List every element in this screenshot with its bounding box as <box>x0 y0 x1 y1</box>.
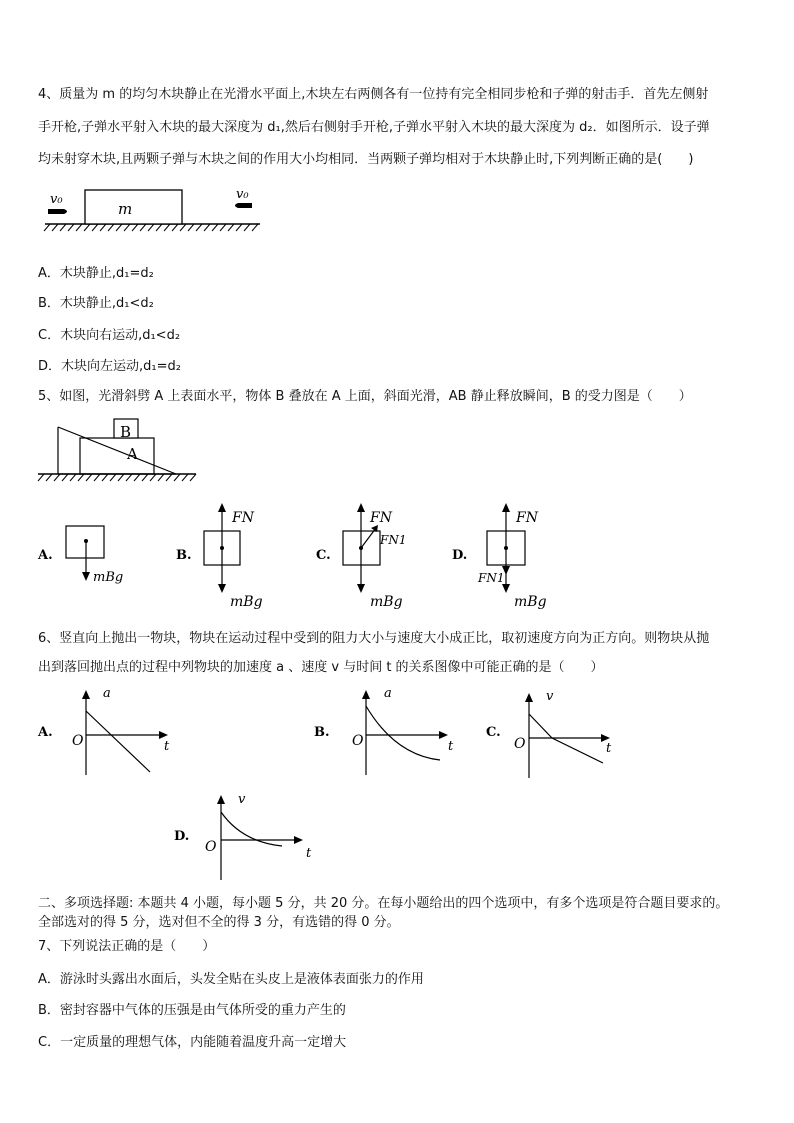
q5-option-c-letter: C. <box>316 548 331 563</box>
q6-graph-d-letter: D. <box>174 829 190 844</box>
section2-line2: 全部选对的得 5 分，选对但不全的得 3 分，有选错的得 0 分。 <box>38 915 400 930</box>
q5-c-fn: FN <box>370 510 392 526</box>
v0-left-label: v₀ <box>50 192 63 207</box>
q7-option-c: C．一定质量的理想气体，内能随着温度升高一定增大 <box>38 1035 347 1050</box>
q6-text-line1: 6、竖直向上抛出一物块，物块在运动过程中受到的阻力大小与速度大小成正比，取初速度方向为正方向。则物块从抛 <box>38 631 710 646</box>
q6-graph-b-origin: O <box>352 733 364 749</box>
q4-option-b: B．木块静止,d₁<d₂ <box>38 296 154 311</box>
q6-graph-b-ylabel: a <box>384 686 392 701</box>
q6-graph-c-xlabel: t <box>606 741 612 756</box>
q5-d-fn1: FN1 <box>478 571 505 585</box>
q5-c-fn1: FN1 <box>380 533 407 547</box>
q6-graph-a-origin: O <box>72 733 84 749</box>
q5-b-fn: FN <box>232 510 254 526</box>
graph-d-curve <box>221 812 282 846</box>
q5-option-a-letter: A. <box>38 548 53 563</box>
q6-graph-c-origin: O <box>514 736 526 752</box>
q5-text: 5、如图，光滑斜劈 A 上表面水平，物体 B 叠放在 A 上面，斜面光滑，AB 静止释放瞬间，B 的受力图是（ ） <box>38 389 692 404</box>
q5-option-d-letter: D. <box>452 548 468 563</box>
q6-graph-a-ylabel: a <box>103 686 111 701</box>
label-b: B <box>120 423 132 441</box>
q5-b-mbg: mBg <box>230 594 263 610</box>
q4-option-a: A．木块静止,d₁=d₂ <box>38 266 154 281</box>
q6-graph-a-xlabel: t <box>164 739 170 754</box>
graph-b-curve <box>366 706 440 760</box>
q5-c-mbg: mBg <box>370 594 403 610</box>
q6-graph-a-letter: A. <box>38 725 53 740</box>
q4-option-c: C．木块向右运动,d₁<d₂ <box>38 328 181 343</box>
label-a: A <box>127 445 138 463</box>
v0-right-label: v₀ <box>236 187 249 202</box>
q6-text-line2: 出到落回抛出点的过程中列物块的加速度 a 、速度 v 与时间 t 的关系图像中可能正确的是（ ） <box>38 660 604 675</box>
q4-option-d: D．木块向左运动,d₁=d₂ <box>38 359 181 374</box>
q6-graph-d-xlabel: t <box>306 846 312 861</box>
q6-graph-d-ylabel: v <box>238 792 246 807</box>
section2-line1: 二、多项选择题: 本题共 4 小题，每小题 5 分，共 20 分。在每小题给出的四个选项中，有多个选项是符合题目要求的。 <box>38 896 729 911</box>
q6-graph-b-xlabel: t <box>448 739 454 754</box>
mass-label: m <box>118 200 133 218</box>
q6-graph-d-origin: O <box>205 839 217 855</box>
q4-text-line2: 手开枪,子弹水平射入木块的最大深度为 d₁,然后右侧射手开枪,子弹水平射入木块的最大深度为 d₂．如图所示．设子弹 <box>38 120 710 135</box>
q4-text-line3: 均未射穿木块,且两颗子弹与木块之间的作用大小均相同．当两颗子弹均相对于木块静止时,下列判断正确的是( ) <box>38 152 694 167</box>
q7-text: 7、下列说法正确的是（ ） <box>38 939 216 954</box>
q5-d-fn: FN <box>516 510 538 526</box>
graph-a-curve <box>86 711 150 772</box>
q6-graph-b-letter: B. <box>314 725 330 740</box>
q5-a-mbg: mBg <box>93 570 124 585</box>
q5-option-b-letter: B. <box>176 548 192 563</box>
q7-option-b: B．密封容器中气体的压强是由气体所受的重力产生的 <box>38 1003 346 1018</box>
q6-graph-c-letter: C. <box>486 725 501 740</box>
q4-text-line1: 4、质量为 m 的均匀木块静止在光滑水平面上,木块左右两侧各有一位持有完全相同步枪和子弹的射击手．首先左侧射 <box>38 87 709 102</box>
q6-graph-c-ylabel: v <box>546 689 554 704</box>
q7-option-a: A．游泳时头露出水面后，头发全贴在头皮上是液体表面张力的作用 <box>38 972 424 987</box>
q5-d-mbg: mBg <box>514 594 547 610</box>
